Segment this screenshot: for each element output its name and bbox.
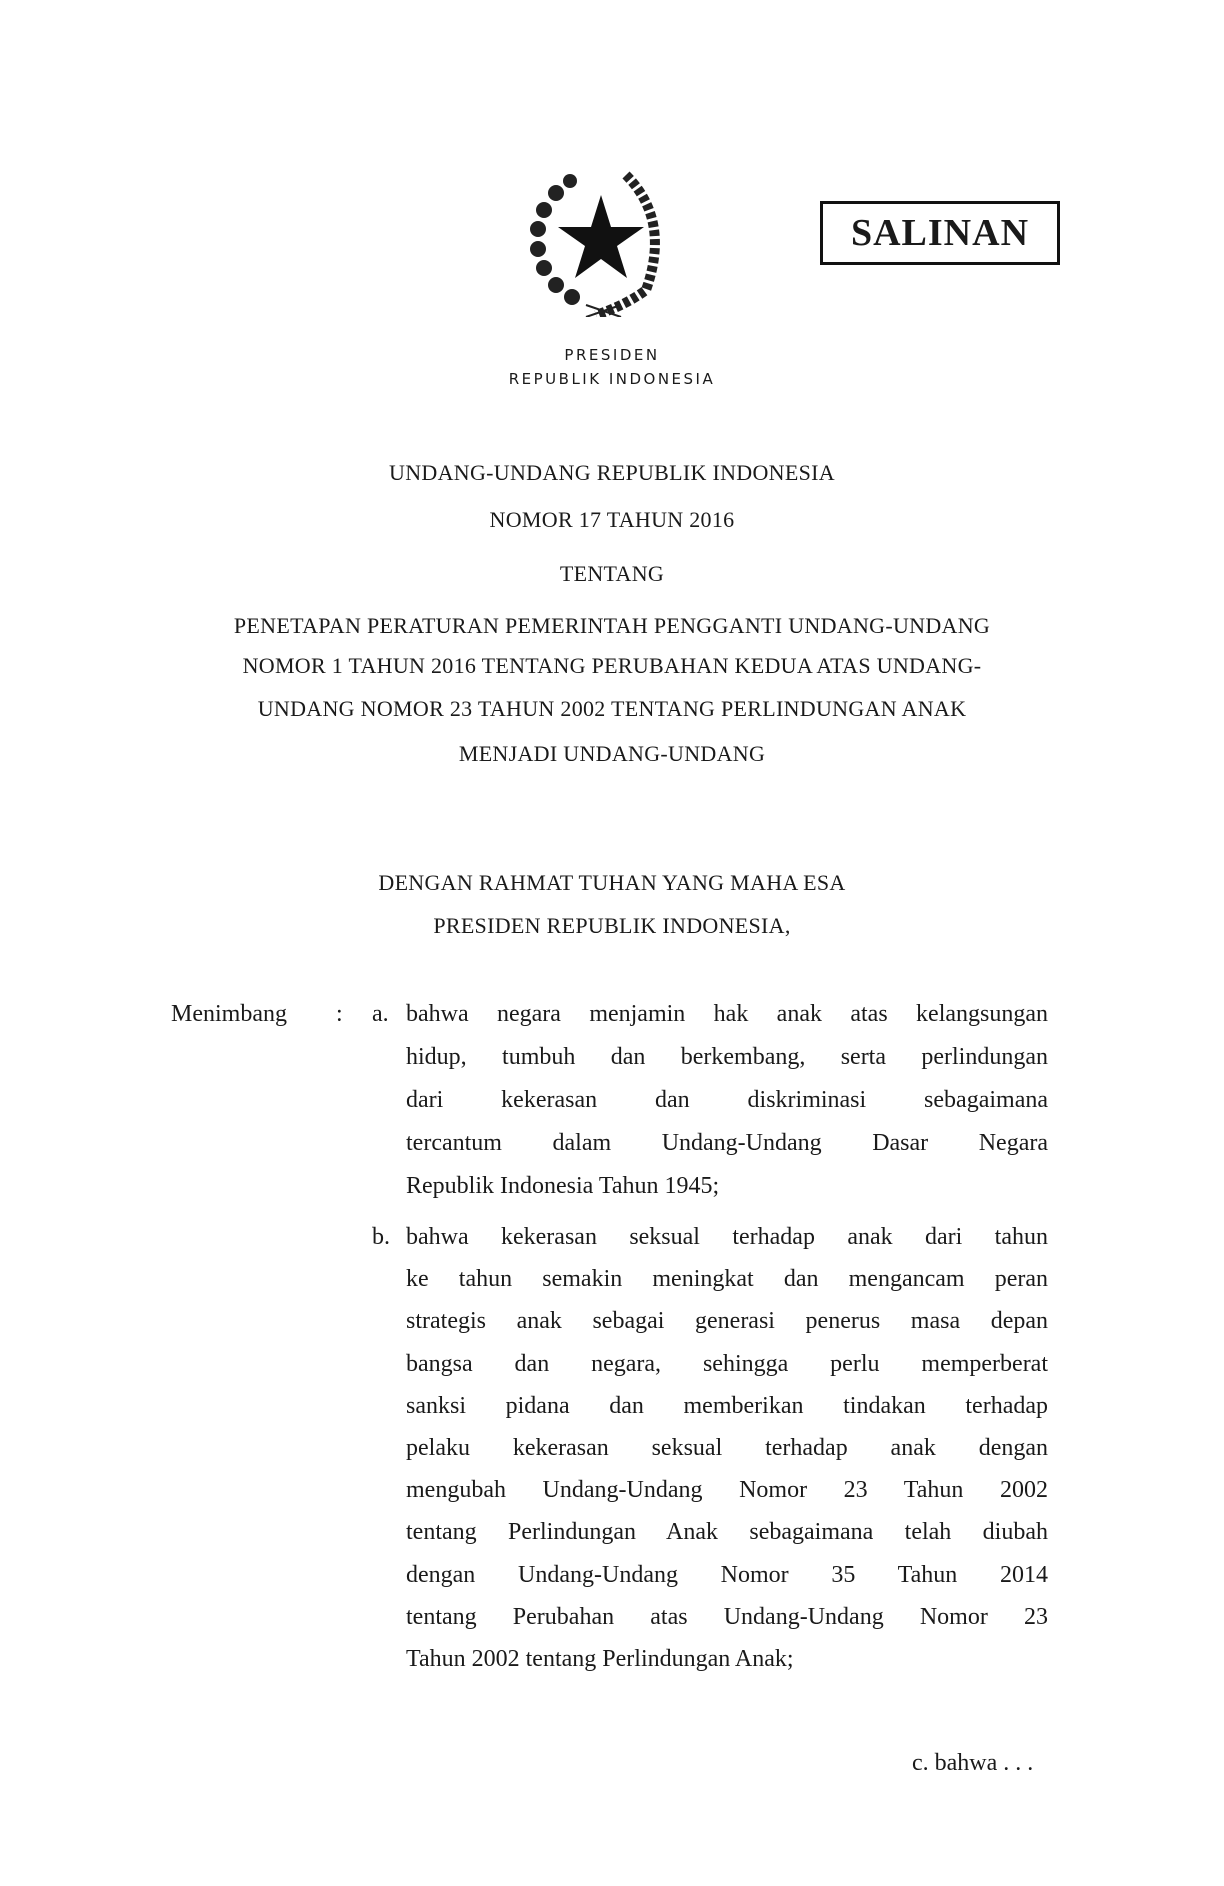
item-marker-a: a. <box>372 1001 389 1027</box>
item-line: bangsa dan negara, sehingga perlu memperberat <box>406 1350 1048 1377</box>
item-line: strategis anak sebagai generasi penerus masa depan <box>406 1308 1048 1335</box>
item-line: sanksi pidana dan memberikan tindakan terhadap <box>406 1392 1048 1419</box>
item-line: hidup, tumbuh dan berkembang, serta perlindungan <box>406 1044 1048 1070</box>
item-line: mengubah Undang-Undang Nomor 23 Tahun 2002 <box>406 1477 1048 1504</box>
item-line: tentang Perubahan atas Undang-Undang Nomor 23 <box>406 1603 1048 1630</box>
item-line: bahwa negara menjamin hak anak atas kelangsungan <box>406 1001 1048 1027</box>
colon: : <box>336 1001 343 1027</box>
title-line: TENTANG <box>559 561 665 586</box>
header-republik-indonesia: REPUBLIK INDONESIA <box>508 370 716 388</box>
item-line: pelaku kekerasan seksual terhadap anak dengan <box>406 1435 1048 1461</box>
title-line: UNDANG NOMOR 23 TAHUN 2002 TENTANG PERLINDUNGAN ANAK <box>257 696 967 721</box>
header-presiden: PRESIDEN <box>564 346 660 364</box>
continuation-text: c. bahwa . . . <box>912 1750 1034 1776</box>
item-line: tercantum dalam Undang-Undang Dasar Negara <box>406 1130 1048 1156</box>
garuda-emblem-icon <box>526 165 676 317</box>
item-line: tentang Perlindungan Anak sebagaimana telah diubah <box>406 1519 1048 1546</box>
title-line: NOMOR 1 TAHUN 2016 TENTANG PERUBAHAN KEDUA ATAS UNDANG- <box>242 653 982 678</box>
item-line: Tahun 2002 tentang Perlindungan Anak; <box>406 1646 794 1672</box>
preamble-line: DENGAN RAHMAT TUHAN YANG MAHA ESA <box>378 870 846 895</box>
salinan-stamp: SALINAN <box>820 201 1060 265</box>
title-line: UNDANG-UNDANG REPUBLIK INDONESIA <box>389 460 835 485</box>
title-line: MENJADI UNDANG-UNDANG <box>458 741 766 766</box>
title-line: NOMOR 17 TAHUN 2016 <box>489 507 735 532</box>
menimbang-label: Menimbang <box>171 1001 287 1027</box>
item-line: ke tahun semakin meningkat dan mengancam peran <box>406 1266 1048 1293</box>
item-line: dari kekerasan dan diskriminasi sebagaimana <box>406 1087 1048 1113</box>
item-line: dengan Undang-Undang Nomor 35 Tahun 2014 <box>406 1561 1048 1588</box>
item-line: Republik Indonesia Tahun 1945; <box>406 1173 720 1199</box>
item-line: bahwa kekerasan seksual terhadap anak dari tahun <box>406 1224 1048 1250</box>
preamble-line: PRESIDEN REPUBLIK INDONESIA, <box>433 913 791 938</box>
title-line: PENETAPAN PERATURAN PEMERINTAH PENGGANTI UNDANG-UNDANG <box>233 613 991 638</box>
item-marker-b: b. <box>372 1224 390 1250</box>
